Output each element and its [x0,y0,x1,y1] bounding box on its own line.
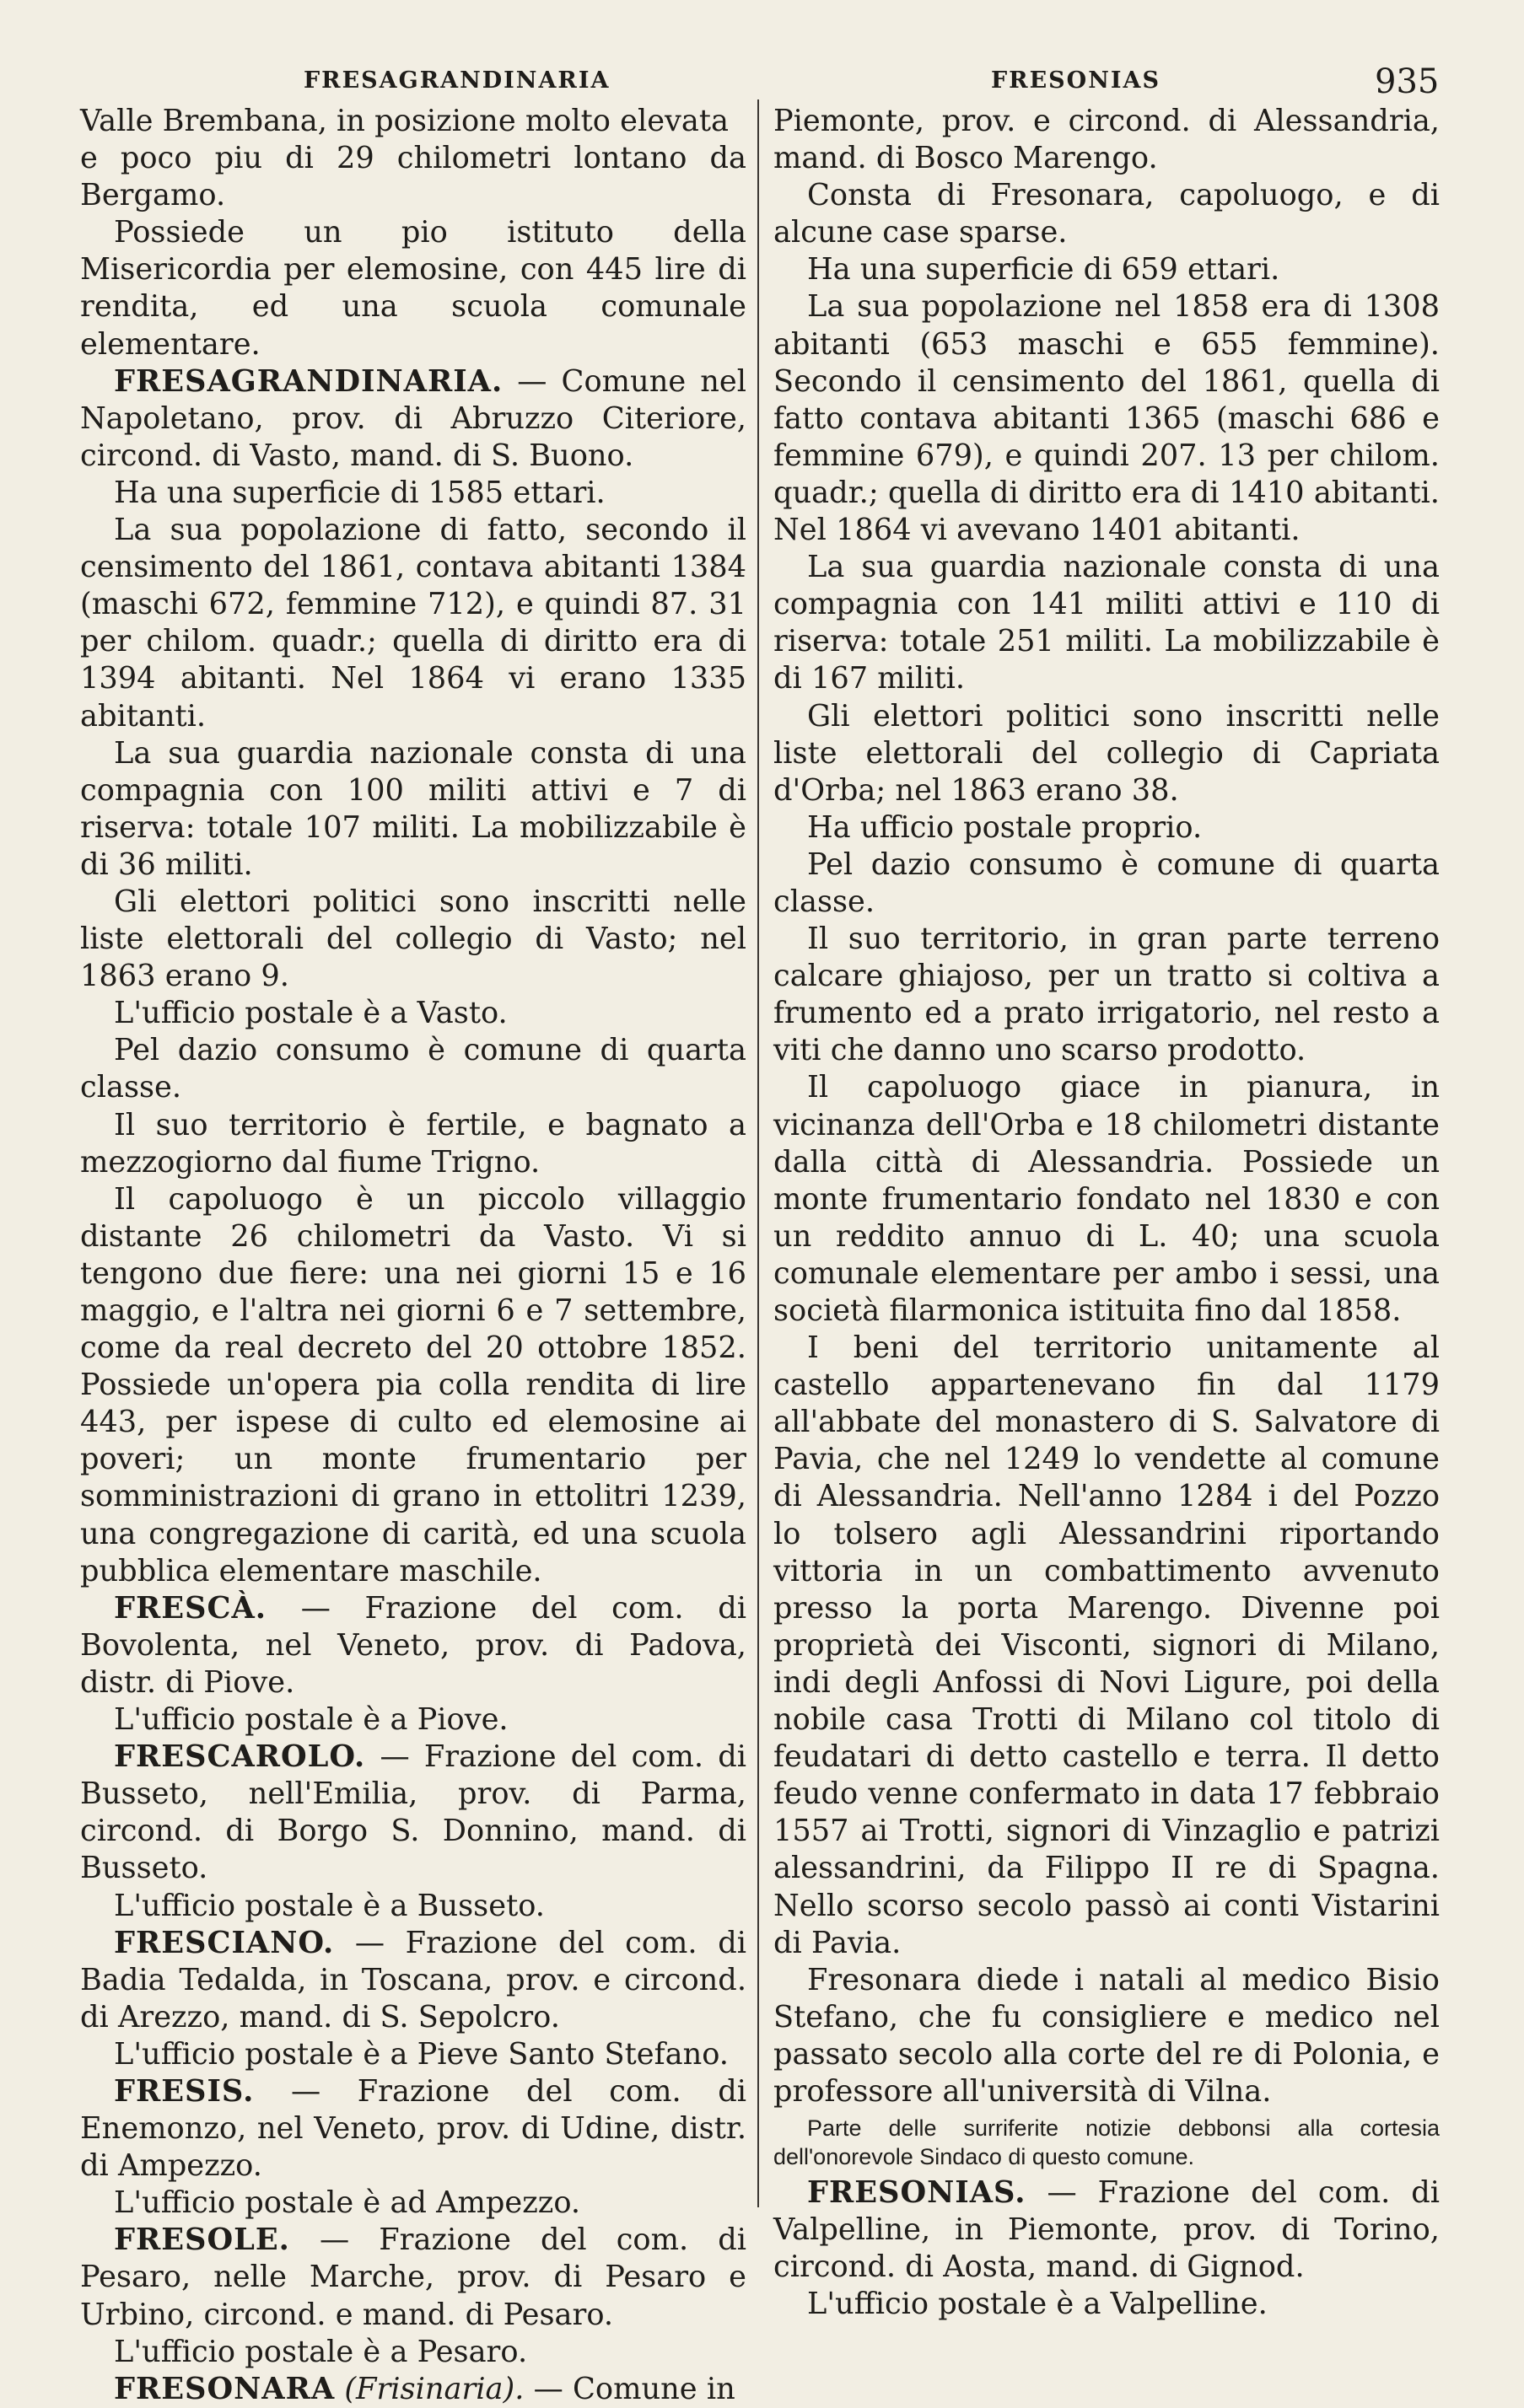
column-divider [757,99,759,2207]
entry-frescarolo [80,1739,746,1887]
entry-headword: FRESCAROLO. [114,1739,366,1775]
entry-fresonias [773,2174,1440,2286]
entry-text: — Comune nel Napoletano, prov. di Abruzzo Citeriore, circond. di Vasto, mand. di S. Buono. [80,363,746,473]
entry-text: — Frazione del com. di Pesaro, nelle Marche, prov. di Pesaro e Urbino, circond. e mand. di Pesaro. [80,2223,746,2332]
entry-headword: FRESAGRANDINARIA. [114,363,504,399]
paragraph: I beni del territorio unitamente al castello appartenevano fin dal 1179 all'abbate del monastero di S. Salvatore di Pavia, che nel 1249 lo vendette al comune di Alessandria. Nell'anno 1284 i del Pozzo lo tolsero agli Alessandrini riportando vittoria in un combattimento avvenuto presso la porta Marengo. Divenne poi proprietà dei Visconti, signori di Milano, indi degli Anfossi di Novi Ligure, poi della nobile casa Trotti di Milano col titolo di feudatari di detto castello e terra. Il detto feudo venne confermato in data 17 febbraio 1557 ai Trotti, signori di Vinzaglio e patrizi alessandrini, da Filippo II re di Spagna. Nello scorso secolo passò ai conti Vistarini di Pavia. [773,1330,1440,1960]
entry-fresca [80,1590,746,1701]
paragraph: La sua popolazione di fatto, secondo il censimento del 1861, contava abitanti 1384 (maschi 672, femmine 712), e quindi 87. 31 per chilom. quadr.; quella di diritto era di 1394 abitanti. Nel 1864 vi erano 1335 abitanti. [80,513,746,734]
entry-text: — Frazione del com. di Bovolenta, nel Veneto, prov. di Padova, distr. di Piove. [80,1590,747,1700]
paragraph: L'ufficio postale è a Valpelline. [807,2287,1268,2322]
entry-text: — Frazione del com. di Enemonzo, nel Veneto, prov. di Udine, distr. di Ampezzo. [80,2073,747,2184]
entry-headword: FRESONIAS. [807,2175,1026,2211]
paragraph: Il capoluogo giace in pianura, in vicinanza dell'Orba e 18 chilometri distante dalla città di Alessandria. Possiede un monte frumentario fondato nel 1830 e con un reddito annuo di L. 40; una scuola comunale elementare per ambo i sessi, una società filarmonica istituita fino dal 1858. [773,1070,1440,1328]
entry-fresonara [80,2371,746,2408]
running-header-right: FRESONIAS [991,67,1161,94]
entry-text: — Frazione del com. di Valpelline, in Piemonte, prov. di Torino, circond. di Aosta, mand. di Gignod. [773,2175,1441,2285]
entry-latin-name: (Frisinaria). [344,2371,525,2406]
paragraph: Gli elettori politici sono inscritti nelle liste elettorali del collegio di Capriata d'Orba; nel 1863 erano 38. [773,698,1440,808]
paragraph: La sua popolazione nel 1858 era di 1308 abitanti (653 maschi e 655 femmine). Secondo il censimento del 1861, quella di fatto contava abitanti 1365 (maschi 686 e femmine 679), e quindi 207. 13 per chilom. quadr.; quella di diritto era di 1410 abitanti. Nel 1864 vi avevano 1401 abitanti. [773,289,1440,548]
entry-text: — Comune in [533,2371,735,2406]
paragraph: Pel dazio consumo è comune di quarta classe. [80,1033,746,1105]
right-column [773,103,1440,2323]
paragraph: Ha una superficie di 659 ettari. [807,252,1280,288]
entry-headword: FRESONARA [114,2371,336,2406]
entry-text: — Frazione del com. di Badia Tedalda, in Toscana, prov. e circond. di Arezzo, mand. di S. Sepolcro. [80,1925,747,2034]
paragraph: e poco piu di 29 chilometri lontano da Bergamo. [80,141,746,213]
paragraph: L'ufficio postale è a Busseto. [114,1888,545,1923]
paragraph: La sua guardia nazionale consta di una compagnia con 100 militi attivi e 7 di riserva: totale 107 militi. La mobilizzabile è di 36 militi. [80,735,746,882]
paragraph: L'ufficio postale è a Pesaro. [114,2334,528,2369]
left-column [80,103,746,2408]
paragraph: La sua guardia nazionale consta di una compagnia con 141 militi attivi e 110 di riserva: totale 251 militi. La mobilizzabile è di 167 militi. [773,550,1440,696]
paragraph: Ha ufficio postale proprio. [807,809,1203,845]
paragraph: Valle Brembana, in posizione molto elevata [80,104,730,138]
paragraph: Piemonte, prov. e circond. di Alessandria, mand. di Bosco Marengo. [773,104,1440,176]
paragraph: Il suo territorio, in gran parte terreno calcare ghiajoso, per un tratto si coltiva a frumento ed a prato irrigatorio, nel resto a viti che danno uno scarso prodotto. [773,922,1440,1068]
entry-fresagrandinaria [80,363,746,475]
paragraph: Il capoluogo è un piccolo villaggio distante 26 chilometri da Vasto. Vi si tengono due fiere: una nei giorni 15 e 16 maggio, e l'altra nei giorni 6 e 7 settembre, come da real decreto del 20 ottobre 1852. Possiede un'opera pia colla rendita di lire 443, per ispese di culto ed elemosine ai poveri; un monte frumentario per somministrazioni di grano in ettolitri 1239, una congregazione di carità, ed una scuola pubblica elementare maschile. [80,1181,746,1588]
paragraph: L'ufficio postale è a Pieve Santo Stefano. [114,2036,729,2072]
paragraph: Consta di Fresonara, capoluogo, e di alcune case sparse. [773,178,1440,250]
paragraph: Gli elettori politici sono inscritti nelle liste elettorali del collegio di Vasto; nel 1863 erano 9. [80,884,746,994]
paragraph: Possiede un pio istituto della Misericordia per elemosine, con 445 lire di rendita, ed una scuola comunale elementare. [80,215,746,362]
entry-fresciano [80,1925,746,2036]
paragraph: Il suo territorio è fertile, e bagnato a mezzogiorno dal fiume Trigno. [80,1107,746,1180]
entry-headword: FRESOLE. [114,2223,290,2258]
paragraph: Ha una superficie di 1585 ettari. [114,475,606,510]
entry-fresis [80,2073,746,2185]
paragraph: L'ufficio postale è ad Ampezzo. [114,2185,581,2221]
running-header-left: FRESAGRANDINARIA [304,67,611,94]
entry-headword: FRESIS. [114,2073,255,2109]
entry-headword: FRESCIANO. [114,1925,335,1960]
paragraph: L'ufficio postale è a Piove. [114,1702,509,1738]
paragraph: Fresonara diede i natali al medico Bisio Stefano, che fu consigliere e medico nel passato secolo alla corte del re di Polonia, e professore all'università di Vilna. [773,1962,1440,2109]
entry-headword: FRESCÀ. [114,1590,267,1626]
footnote: Parte delle surriferite notizie debbonsi alla cortesia dell'onorevole Sindaco di questo comune. [773,2115,1440,2170]
entry-text: — Frazione del com. di Busseto, nell'Emilia, prov. di Parma, circond. di Borgo S. Donnino, mand. di Busseto. [80,1739,746,1886]
page-number: 935 [1375,62,1440,101]
paragraph: Pel dazio consumo è comune di quarta classe. [773,847,1440,919]
entry-fresole [80,2222,746,2333]
paragraph: L'ufficio postale è a Vasto. [114,996,508,1031]
